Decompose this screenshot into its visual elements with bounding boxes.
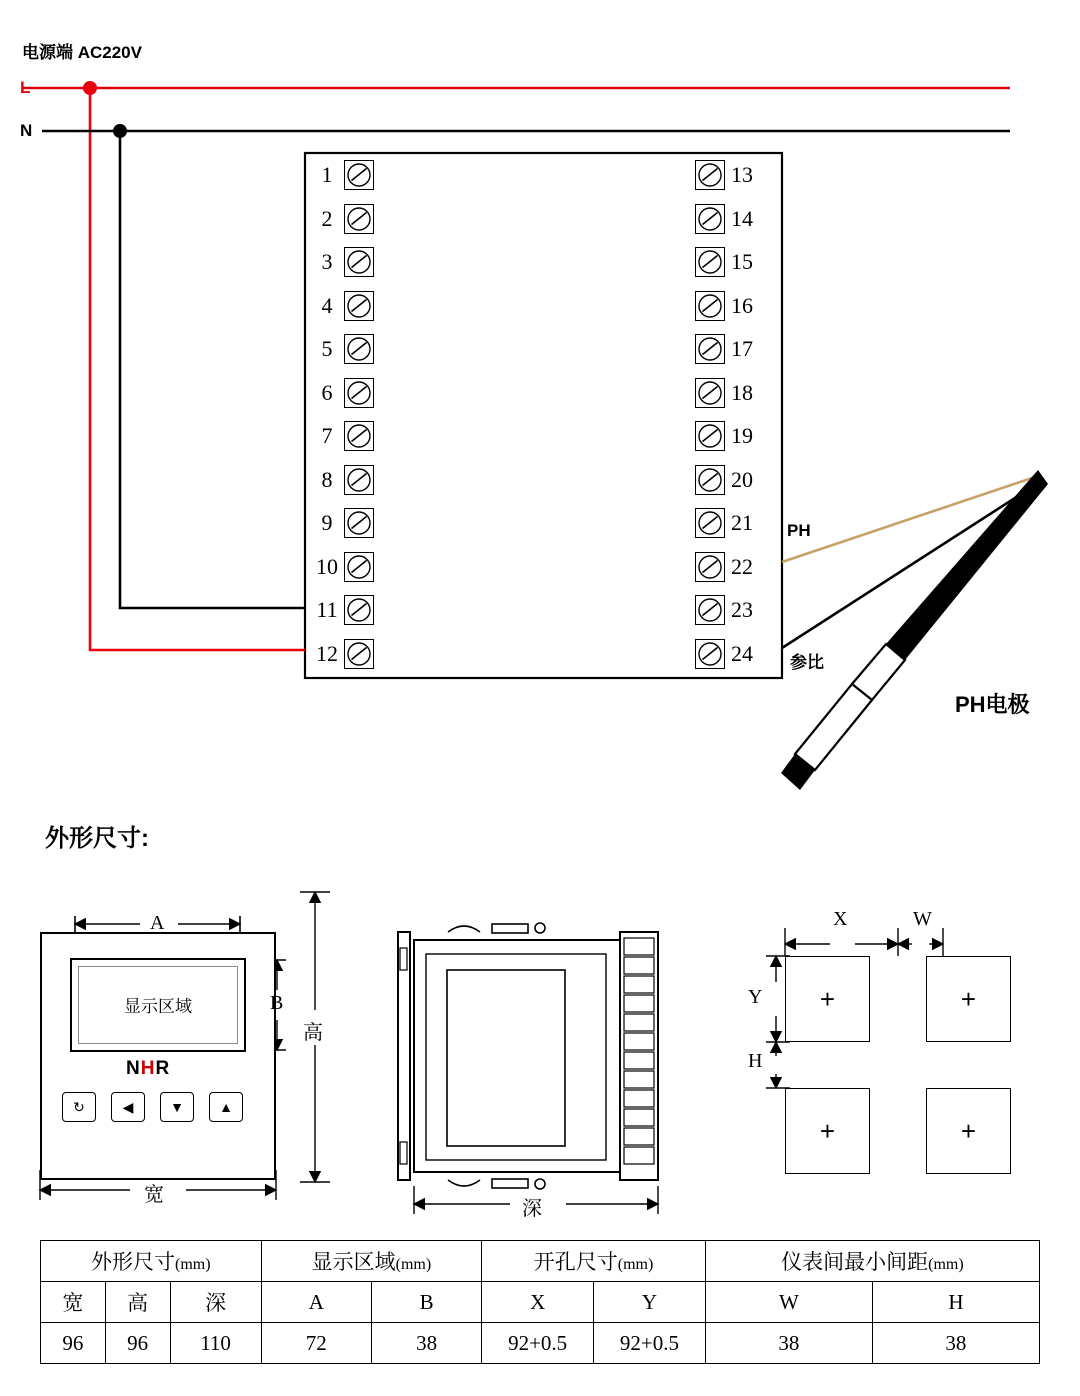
group-label-outline: 外形尺寸 xyxy=(91,1250,176,1274)
cutout-cross-4: + xyxy=(960,1115,977,1146)
value-cell: 38 xyxy=(371,1323,481,1364)
dim-Y-label: Y xyxy=(748,986,763,1008)
button-up[interactable]: ▲ xyxy=(209,1092,243,1122)
terminal-row xyxy=(695,201,759,237)
value-cell: 96 xyxy=(105,1323,170,1364)
button-down[interactable]: ▼ xyxy=(160,1092,194,1122)
dim-B-label: B xyxy=(270,992,284,1014)
terminal-row xyxy=(310,549,374,585)
brand-r: R xyxy=(155,1058,171,1079)
group-cell-spacing xyxy=(705,1241,1039,1282)
terminal-number: 8 xyxy=(321,466,333,492)
terminal-number: 6 xyxy=(321,379,333,405)
terminal-N-label: N xyxy=(20,121,33,140)
dimensions-section-title: 外形尺寸: xyxy=(45,825,149,852)
terminal-number: 14 xyxy=(731,205,753,231)
terminal-number: 4 xyxy=(321,292,333,318)
dim-width-label: 宽 xyxy=(144,1184,164,1206)
specs-table xyxy=(40,1240,1040,1364)
brand-n: N xyxy=(126,1058,141,1079)
terminal-number: 21 xyxy=(731,510,753,535)
screw-terminal-icon xyxy=(695,247,725,277)
terminal-row xyxy=(310,462,374,498)
cutout-cross-3: + xyxy=(819,1115,836,1146)
group-unit-spacing: (mm) xyxy=(928,1256,964,1273)
group-unit-display: (mm) xyxy=(395,1256,432,1273)
terminal-number: 15 xyxy=(731,249,753,274)
ph-electrode-label: PH电极 xyxy=(955,692,1030,717)
screw-terminal-icon xyxy=(344,334,374,364)
dim-depth-label: 深 xyxy=(522,1198,542,1220)
header-cell: Y xyxy=(594,1282,706,1323)
dim-H-label: H xyxy=(748,1050,763,1072)
terminal-row xyxy=(310,592,374,628)
table-row-headers xyxy=(41,1282,1040,1323)
power-source-label: 电源端 AC220V xyxy=(22,43,142,62)
terminal-number: 18 xyxy=(731,379,753,405)
dimension-drawings xyxy=(0,870,1080,1250)
screw-terminal-icon xyxy=(344,508,374,538)
terminal-row xyxy=(310,375,374,411)
screw-terminal-icon xyxy=(344,247,374,277)
terminal-row xyxy=(695,288,759,324)
screw-terminal-icon xyxy=(344,291,374,321)
dim-A-label: A xyxy=(150,912,165,934)
dim-X-label: X xyxy=(833,908,848,930)
header-cell: H xyxy=(872,1282,1039,1323)
terminal-number: 3 xyxy=(321,249,333,274)
terminal-row xyxy=(310,418,374,454)
dim-height-label: 高 xyxy=(303,1022,323,1044)
terminal-number: 16 xyxy=(731,292,753,318)
group-cell-cutout xyxy=(482,1241,706,1282)
header-cell: A xyxy=(261,1282,371,1323)
display-area-text: 显示区域 xyxy=(124,997,192,1016)
terminal-row xyxy=(695,244,759,280)
terminal-row xyxy=(310,201,374,237)
header-cell: X xyxy=(482,1282,594,1323)
screw-terminal-icon xyxy=(695,421,725,451)
screw-terminal-icon xyxy=(695,334,725,364)
screw-terminal-icon xyxy=(344,465,374,495)
screw-terminal-icon xyxy=(344,421,374,451)
header-cell: 高 xyxy=(105,1282,170,1323)
terminal-number: 10 xyxy=(316,553,338,579)
terminal-row xyxy=(695,549,759,585)
terminal-row xyxy=(695,418,759,454)
terminal-row xyxy=(695,331,759,367)
screw-terminal-icon xyxy=(344,378,374,408)
terminal-number: 9 xyxy=(321,510,333,535)
group-unit-outline: (mm) xyxy=(175,1256,211,1273)
terminal-number: 11 xyxy=(316,597,338,622)
screw-terminal-icon xyxy=(344,204,374,234)
terminal-row xyxy=(695,505,759,541)
ph-wire-label: PH xyxy=(787,521,811,540)
terminal-row xyxy=(310,331,374,367)
screw-terminal-icon xyxy=(695,552,725,582)
terminal-number: 24 xyxy=(731,640,753,666)
header-cell: W xyxy=(705,1282,872,1323)
specs-table-wrap xyxy=(40,1240,1040,1364)
group-unit-cutout: (mm) xyxy=(617,1256,654,1273)
terminal-number: 23 xyxy=(731,597,753,622)
terminal-row xyxy=(695,636,759,672)
header-cell: B xyxy=(371,1282,481,1323)
brand-h: H xyxy=(140,1058,156,1079)
screw-terminal-icon xyxy=(695,204,725,234)
group-cell-outline xyxy=(41,1241,262,1282)
screw-terminal-icon xyxy=(344,595,374,625)
reference-wire-label: 参比 xyxy=(790,653,824,672)
cutout-cross-1: + xyxy=(819,983,836,1014)
terminal-row xyxy=(310,244,374,280)
terminal-number: 13 xyxy=(731,162,753,187)
cutout-cross-2: + xyxy=(960,983,977,1014)
screw-terminal-icon xyxy=(695,291,725,321)
group-label-cutout: 开孔尺寸 xyxy=(533,1250,618,1274)
terminal-number: 7 xyxy=(321,423,333,448)
terminal-row xyxy=(695,375,759,411)
value-cell: 38 xyxy=(705,1323,872,1364)
terminal-number: 17 xyxy=(731,336,753,361)
terminal-row xyxy=(695,592,759,628)
group-label-spacing: 仪表间最小间距 xyxy=(781,1250,929,1274)
terminal-number: 2 xyxy=(321,205,333,231)
screw-terminal-icon xyxy=(695,595,725,625)
terminal-row xyxy=(310,636,374,672)
terminal-number: 22 xyxy=(731,553,753,579)
terminal-row xyxy=(310,288,374,324)
screw-terminal-icon xyxy=(695,639,725,669)
value-cell: 110 xyxy=(170,1323,261,1364)
screw-terminal-icon xyxy=(695,378,725,408)
screw-terminal-icon xyxy=(695,160,725,190)
screw-terminal-icon xyxy=(344,160,374,190)
button-power[interactable]: ↻ xyxy=(62,1092,96,1122)
terminal-number: 5 xyxy=(321,336,333,361)
header-cell: 宽 xyxy=(41,1282,106,1323)
group-label-display: 显示区域 xyxy=(311,1250,396,1274)
value-cell: 72 xyxy=(261,1323,371,1364)
table-row-groups xyxy=(41,1241,1040,1282)
screw-terminal-icon xyxy=(344,639,374,669)
terminal-number: 12 xyxy=(316,640,338,666)
screw-terminal-icon xyxy=(344,552,374,582)
screw-terminal-icon xyxy=(695,465,725,495)
terminal-L-label: L xyxy=(20,78,31,97)
value-cell: 96 xyxy=(41,1323,106,1364)
button-left[interactable]: ◀ xyxy=(111,1092,145,1122)
terminal-row xyxy=(695,462,759,498)
group-cell-display xyxy=(261,1241,482,1282)
header-cell: 深 xyxy=(170,1282,261,1323)
value-cell: 92+0.5 xyxy=(594,1323,706,1364)
table-row-values xyxy=(41,1323,1040,1364)
terminal-row xyxy=(310,157,374,193)
terminal-number: 19 xyxy=(731,423,753,448)
value-cell: 38 xyxy=(872,1323,1039,1364)
terminal-row xyxy=(695,157,759,193)
terminal-number: 20 xyxy=(731,466,753,492)
screw-terminal-icon xyxy=(695,508,725,538)
value-cell: 92+0.5 xyxy=(482,1323,594,1364)
dim-W-label: W xyxy=(913,908,932,930)
terminal-row xyxy=(310,505,374,541)
brand-logo xyxy=(126,1058,170,1080)
terminal-number: 1 xyxy=(321,162,333,187)
